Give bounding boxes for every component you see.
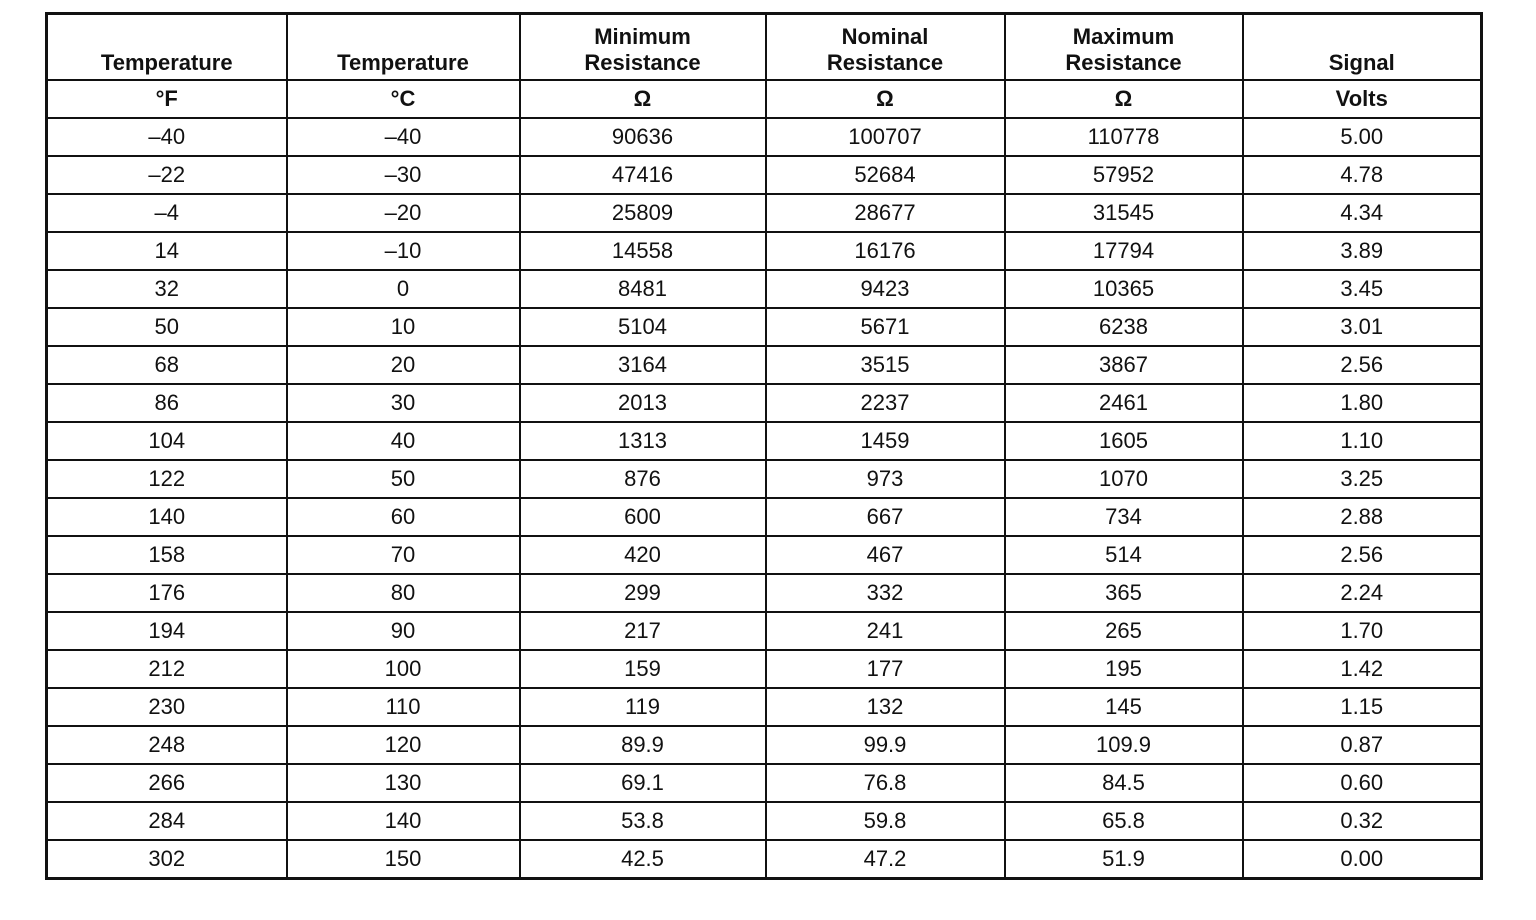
cell-max-resistance: 65.8 (1005, 802, 1243, 840)
cell-temp-f: 104 (47, 422, 287, 460)
header-line-2: Resistance (826, 50, 944, 75)
header-line-1: Minimum (594, 24, 691, 49)
cell-min-resistance: 8481 (520, 270, 766, 308)
cell-temp-f: 176 (47, 574, 287, 612)
cell-min-resistance: 90636 (520, 118, 766, 156)
cell-min-resistance: 42.5 (520, 840, 766, 879)
cell-signal-volts: 4.78 (1243, 156, 1482, 194)
cell-signal-volts: 0.32 (1243, 802, 1482, 840)
cell-min-resistance: 25809 (520, 194, 766, 232)
unit-celsius: °C (287, 80, 520, 118)
cell-temp-f: 122 (47, 460, 287, 498)
cell-max-resistance: 195 (1005, 650, 1243, 688)
cell-temp-c: –20 (287, 194, 520, 232)
table-row (47, 726, 1482, 764)
cell-temp-c: 90 (287, 612, 520, 650)
cell-signal-volts: 3.01 (1243, 308, 1482, 346)
cell-nominal-resistance: 59.8 (766, 802, 1005, 840)
unit-fahrenheit: °F (47, 80, 287, 118)
cell-temp-f: –40 (47, 118, 287, 156)
cell-min-resistance: 14558 (520, 232, 766, 270)
unit-ohm-max: Ω (1005, 80, 1243, 118)
cell-signal-volts: 1.80 (1243, 384, 1482, 422)
cell-temp-c: –40 (287, 118, 520, 156)
table-row (47, 612, 1482, 650)
units-row (47, 80, 1482, 118)
header-line-2: Resistance (584, 50, 701, 75)
cell-nominal-resistance: 99.9 (766, 726, 1005, 764)
cell-nominal-resistance: 76.8 (766, 764, 1005, 802)
cell-nominal-resistance: 241 (766, 612, 1005, 650)
cell-temp-f: 302 (47, 840, 287, 879)
cell-min-resistance: 119 (520, 688, 766, 726)
cell-temp-c: 100 (287, 650, 520, 688)
header-line-2: Temperature (100, 50, 233, 75)
table-row (47, 384, 1482, 422)
cell-nominal-resistance: 3515 (766, 346, 1005, 384)
cell-nominal-resistance: 973 (766, 460, 1005, 498)
unit-ohm-min: Ω (520, 80, 766, 118)
cell-temp-c: 30 (287, 384, 520, 422)
cell-max-resistance: 2461 (1005, 384, 1243, 422)
cell-max-resistance: 145 (1005, 688, 1243, 726)
cell-min-resistance: 159 (520, 650, 766, 688)
table-row (47, 536, 1482, 574)
cell-signal-volts: 2.24 (1243, 574, 1482, 612)
cell-signal-volts: 4.34 (1243, 194, 1482, 232)
cell-max-resistance: 51.9 (1005, 840, 1243, 879)
cell-min-resistance: 5104 (520, 308, 766, 346)
cell-min-resistance: 3164 (520, 346, 766, 384)
cell-min-resistance: 47416 (520, 156, 766, 194)
cell-temp-c: 10 (287, 308, 520, 346)
header-temperature-f (47, 14, 287, 81)
cell-signal-volts: 0.00 (1243, 840, 1482, 879)
cell-temp-f: 248 (47, 726, 287, 764)
table-row (47, 422, 1482, 460)
cell-max-resistance: 1070 (1005, 460, 1243, 498)
table-row (47, 840, 1482, 879)
cell-min-resistance: 876 (520, 460, 766, 498)
header-signal (1243, 14, 1482, 81)
cell-temp-c: 120 (287, 726, 520, 764)
table-row (47, 346, 1482, 384)
table-body (47, 118, 1482, 879)
cell-temp-c: 140 (287, 802, 520, 840)
cell-nominal-resistance: 5671 (766, 308, 1005, 346)
cell-nominal-resistance: 100707 (766, 118, 1005, 156)
cell-temp-f: 158 (47, 536, 287, 574)
unit-ohm-nominal: Ω (766, 80, 1005, 118)
cell-temp-c: 150 (287, 840, 520, 879)
cell-max-resistance: 514 (1005, 536, 1243, 574)
cell-nominal-resistance: 132 (766, 688, 1005, 726)
cell-temp-f: 284 (47, 802, 287, 840)
cell-min-resistance: 53.8 (520, 802, 766, 840)
table-row (47, 270, 1482, 308)
cell-signal-volts: 1.10 (1243, 422, 1482, 460)
cell-signal-volts: 2.56 (1243, 536, 1482, 574)
cell-temp-f: 68 (47, 346, 287, 384)
cell-max-resistance: 1605 (1005, 422, 1243, 460)
cell-temp-c: 130 (287, 764, 520, 802)
table-row (47, 574, 1482, 612)
cell-temp-f: 50 (47, 308, 287, 346)
cell-temp-f: –4 (47, 194, 287, 232)
cell-min-resistance: 299 (520, 574, 766, 612)
cell-temp-c: 80 (287, 574, 520, 612)
cell-max-resistance: 84.5 (1005, 764, 1243, 802)
header-temperature-c (287, 14, 520, 81)
cell-nominal-resistance: 2237 (766, 384, 1005, 422)
cell-max-resistance: 3867 (1005, 346, 1243, 384)
cell-max-resistance: 734 (1005, 498, 1243, 536)
cell-nominal-resistance: 47.2 (766, 840, 1005, 879)
cell-temp-c: 0 (287, 270, 520, 308)
cell-min-resistance: 420 (520, 536, 766, 574)
cell-signal-volts: 5.00 (1243, 118, 1482, 156)
table-row (47, 232, 1482, 270)
cell-min-resistance: 600 (520, 498, 766, 536)
table-row (47, 118, 1482, 156)
cell-max-resistance: 17794 (1005, 232, 1243, 270)
cell-nominal-resistance: 1459 (766, 422, 1005, 460)
cell-max-resistance: 57952 (1005, 156, 1243, 194)
cell-signal-volts: 0.87 (1243, 726, 1482, 764)
header-row (47, 14, 1482, 81)
header-line-2: Signal (1328, 50, 1395, 75)
cell-nominal-resistance: 332 (766, 574, 1005, 612)
cell-nominal-resistance: 16176 (766, 232, 1005, 270)
cell-min-resistance: 1313 (520, 422, 766, 460)
cell-temp-f: 32 (47, 270, 287, 308)
cell-temp-c: –10 (287, 232, 520, 270)
cell-nominal-resistance: 52684 (766, 156, 1005, 194)
cell-min-resistance: 217 (520, 612, 766, 650)
table-row (47, 764, 1482, 802)
cell-nominal-resistance: 467 (766, 536, 1005, 574)
cell-nominal-resistance: 28677 (766, 194, 1005, 232)
cell-signal-volts: 3.45 (1243, 270, 1482, 308)
cell-max-resistance: 109.9 (1005, 726, 1243, 764)
unit-volts: Volts (1243, 80, 1482, 118)
cell-nominal-resistance: 667 (766, 498, 1005, 536)
cell-signal-volts: 1.70 (1243, 612, 1482, 650)
cell-nominal-resistance: 9423 (766, 270, 1005, 308)
header-line-2: Resistance (1065, 50, 1182, 75)
cell-signal-volts: 3.25 (1243, 460, 1482, 498)
header-minimum-resistance (520, 14, 766, 81)
cell-temp-c: 50 (287, 460, 520, 498)
cell-signal-volts: 2.56 (1243, 346, 1482, 384)
cell-temp-f: 14 (47, 232, 287, 270)
cell-max-resistance: 6238 (1005, 308, 1243, 346)
table-row (47, 802, 1482, 840)
cell-temp-c: 110 (287, 688, 520, 726)
cell-signal-volts: 0.60 (1243, 764, 1482, 802)
table-row (47, 650, 1482, 688)
cell-max-resistance: 10365 (1005, 270, 1243, 308)
cell-signal-volts: 1.42 (1243, 650, 1482, 688)
table-row (47, 156, 1482, 194)
cell-signal-volts: 2.88 (1243, 498, 1482, 536)
cell-temp-c: 70 (287, 536, 520, 574)
header-nominal-resistance (766, 14, 1005, 81)
header-line-2: Temperature (337, 50, 469, 75)
cell-max-resistance: 31545 (1005, 194, 1243, 232)
cell-temp-c: 40 (287, 422, 520, 460)
cell-signal-volts: 3.89 (1243, 232, 1482, 270)
cell-temp-f: 230 (47, 688, 287, 726)
cell-min-resistance: 2013 (520, 384, 766, 422)
cell-temp-f: 212 (47, 650, 287, 688)
cell-temp-f: 140 (47, 498, 287, 536)
cell-min-resistance: 89.9 (520, 726, 766, 764)
cell-temp-f: 86 (47, 384, 287, 422)
temperature-resistance-table (45, 12, 1483, 880)
cell-max-resistance: 110778 (1005, 118, 1243, 156)
table-row (47, 194, 1482, 232)
cell-nominal-resistance: 177 (766, 650, 1005, 688)
table-row (47, 308, 1482, 346)
table-row (47, 688, 1482, 726)
cell-temp-f: 194 (47, 612, 287, 650)
cell-max-resistance: 265 (1005, 612, 1243, 650)
cell-temp-f: –22 (47, 156, 287, 194)
cell-temp-c: –30 (287, 156, 520, 194)
table-row (47, 498, 1482, 536)
cell-temp-c: 20 (287, 346, 520, 384)
cell-signal-volts: 1.15 (1243, 688, 1482, 726)
header-maximum-resistance (1005, 14, 1243, 81)
header-line-1: Maximum (1072, 24, 1175, 49)
cell-min-resistance: 69.1 (520, 764, 766, 802)
cell-max-resistance: 365 (1005, 574, 1243, 612)
cell-temp-f: 266 (47, 764, 287, 802)
header-line-1: Nominal (841, 24, 929, 49)
table-row (47, 460, 1482, 498)
cell-temp-c: 60 (287, 498, 520, 536)
